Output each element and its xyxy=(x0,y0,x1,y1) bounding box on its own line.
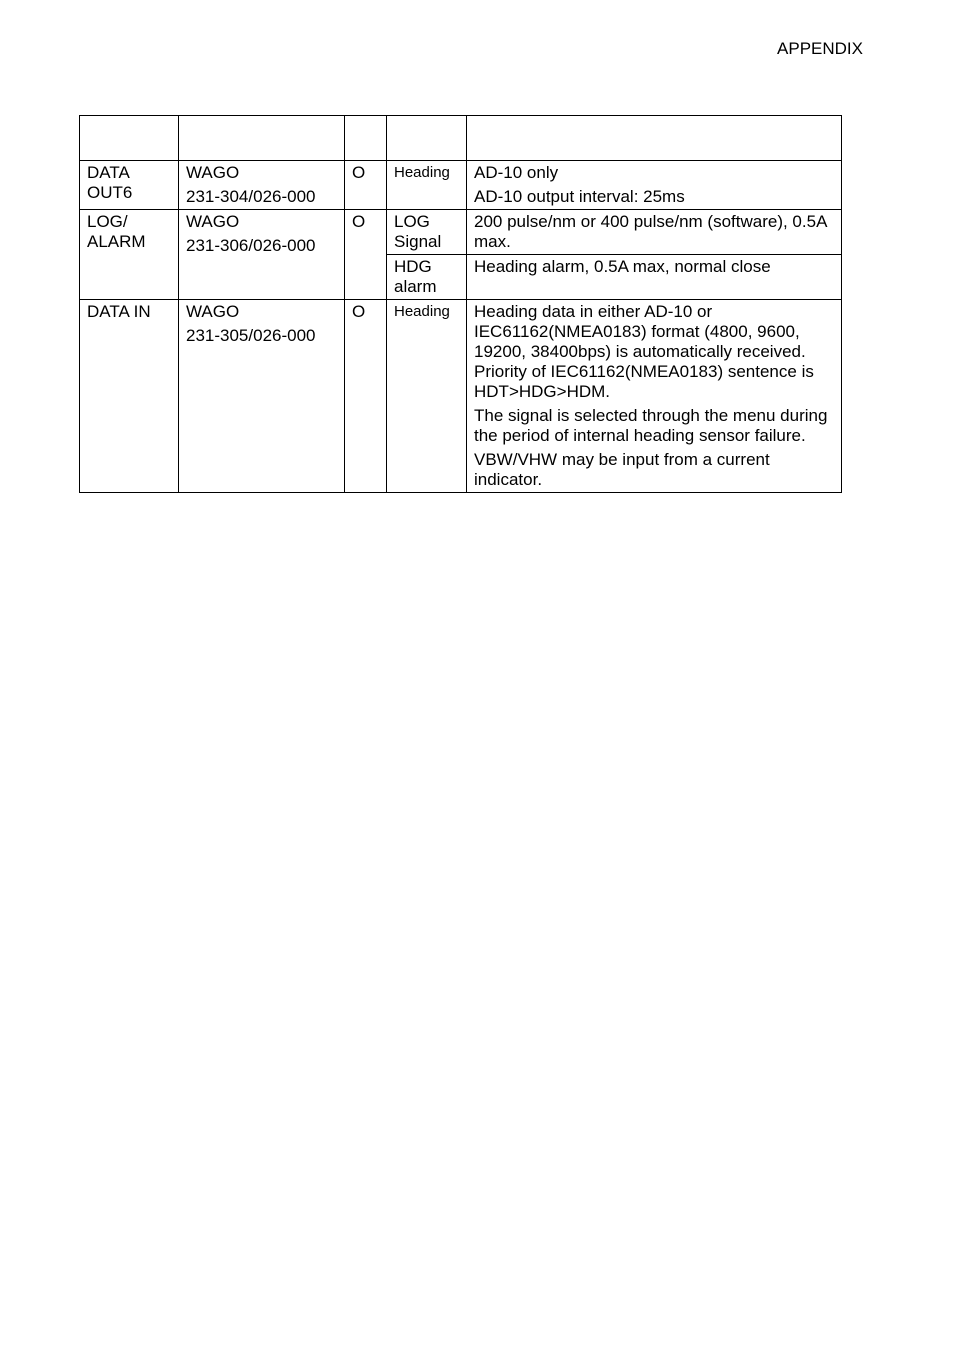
connector-cell xyxy=(179,300,345,493)
remarks-cell: 200 pulse/nm or 400 pulse/nm (software), 0.5A max. xyxy=(467,210,842,255)
remarks-text: AD-10 output interval: 25ms xyxy=(474,187,685,206)
connector-maker: WAGO xyxy=(186,302,240,321)
remarks-paragraph: Heading data in either AD-10 or IEC61162(NMEA0183) format (4800, 9600, 19200, 38400bps) is automatically received. Priority of IEC61162(NMEA0183) sentence is HDT>HDG>HDM. xyxy=(474,302,814,401)
table-row xyxy=(80,161,842,210)
connector-cell xyxy=(179,161,345,210)
port-name: LOG/ xyxy=(87,212,128,231)
remarks-text: AD-10 only xyxy=(474,163,559,182)
port-cell xyxy=(80,161,179,210)
remarks-paragraph: VBW/VHW may be input from a current indicator. xyxy=(474,450,770,489)
connector-maker: WAGO xyxy=(186,212,240,231)
signal-cell xyxy=(387,210,467,255)
signal-cell: Heading xyxy=(387,300,467,493)
header-cell xyxy=(80,116,179,161)
remarks-cell xyxy=(467,300,842,493)
table-row xyxy=(80,210,842,255)
signal-cell: Heading xyxy=(387,161,467,210)
signal-name: Signal xyxy=(394,232,442,251)
port-name: OUT6 xyxy=(87,183,133,202)
connector-spec-table xyxy=(79,115,842,493)
connector-part: 231-305/026-000 xyxy=(186,326,316,345)
connector-maker: WAGO xyxy=(186,163,240,182)
port-name: DATA IN xyxy=(87,302,151,321)
table-header-row xyxy=(80,116,842,161)
remarks-paragraph: The signal is selected through the menu during the period of internal heading sensor failure. xyxy=(474,406,828,445)
signal-name: LOG xyxy=(394,212,430,231)
header-cell xyxy=(179,116,345,161)
header-cell xyxy=(467,116,842,161)
signal-name: alarm xyxy=(394,277,437,296)
connector-part: 231-304/026-000 xyxy=(186,187,316,206)
header-cell xyxy=(345,116,387,161)
port-cell xyxy=(80,210,179,300)
port-cell xyxy=(80,300,179,493)
port-name: ALARM xyxy=(87,232,146,251)
table-row xyxy=(80,300,842,493)
io-cell: O xyxy=(345,210,387,300)
remarks-cell: Heading alarm, 0.5A max, normal close xyxy=(467,255,842,300)
header-cell xyxy=(387,116,467,161)
port-name: DATA xyxy=(87,163,130,182)
page-header-section: APPENDIX xyxy=(777,39,863,58)
signal-name: HDG xyxy=(394,257,432,276)
remarks-cell xyxy=(467,161,842,210)
io-cell: O xyxy=(345,161,387,210)
signal-cell xyxy=(387,255,467,300)
connector-cell xyxy=(179,210,345,300)
connector-part: 231-306/026-000 xyxy=(186,236,316,255)
io-cell: O xyxy=(345,300,387,493)
